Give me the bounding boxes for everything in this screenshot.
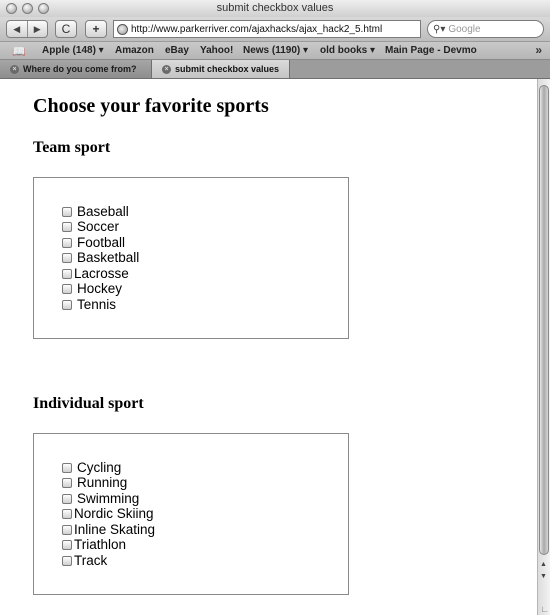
checkbox-lacrosse[interactable] (62, 266, 129, 281)
title-bar (0, 0, 550, 18)
bookmark-main-page-devmo[interactable]: Main Page - Devmo (385, 45, 477, 56)
search-icon[interactable]: ⚲▾ (433, 23, 446, 35)
checkbox-tennis[interactable] (62, 297, 116, 312)
tab-close-icon[interactable]: × (162, 65, 171, 74)
checkbox-basketball[interactable] (62, 250, 139, 265)
checkbox-soccer[interactable] (62, 219, 119, 234)
option-label: Baseball (77, 204, 129, 219)
bookmark-news[interactable]: News (1190) ▾ (243, 45, 309, 56)
checkbox-nordic-skiing[interactable] (62, 506, 154, 521)
team-sport-fieldset (33, 177, 349, 339)
checkbox-football[interactable] (62, 235, 125, 250)
search-placeholder: Google (448, 23, 481, 35)
url-text[interactable]: http://www.parkerriver.com/ajaxhacks/ajax_hack2_5.html (131, 23, 383, 35)
reload-button[interactable]: C (55, 20, 77, 38)
tab-bar (0, 60, 550, 79)
bookmark-old-books[interactable]: old books ▾ (320, 45, 376, 56)
back-button[interactable]: ◀ (13, 23, 21, 34)
nav-buttons (6, 20, 48, 38)
add-bookmark-button[interactable]: + (85, 20, 107, 38)
checkbox-icon[interactable] (62, 238, 72, 248)
address-bar[interactable] (113, 20, 421, 38)
bookmark-apple[interactable]: Apple (148) ▾ (42, 45, 104, 56)
checkbox-icon[interactable] (62, 556, 72, 566)
vertical-scrollbar[interactable] (537, 79, 550, 615)
option-label: Triathlon (74, 537, 127, 552)
page-title: Choose your favorite sports (33, 95, 269, 117)
option-label: Football (77, 235, 126, 250)
tab-label: submit checkbox values (175, 64, 280, 74)
bookmarks-book-icon[interactable]: 📖 (12, 46, 26, 58)
checkbox-baseball[interactable] (62, 204, 129, 219)
bookmark-yahoo[interactable]: Yahoo! (200, 45, 234, 56)
checkbox-icon[interactable] (62, 463, 72, 473)
checkbox-hockey[interactable] (62, 281, 122, 296)
forward-button[interactable]: ▶ (27, 21, 48, 37)
checkbox-icon[interactable] (62, 269, 72, 279)
option-label: Swimming (77, 491, 140, 506)
checkbox-icon[interactable] (62, 494, 72, 504)
checkbox-cycling[interactable] (62, 460, 121, 475)
tab-label: Where do you come from? (23, 64, 137, 74)
checkbox-icon[interactable] (62, 540, 72, 550)
tab-close-icon[interactable]: × (10, 65, 19, 74)
tab-where-do-you-come-from[interactable] (0, 60, 152, 78)
checkbox-icon[interactable] (62, 222, 72, 232)
checkbox-icon[interactable] (62, 300, 72, 310)
team-sport-heading: Team sport (33, 139, 111, 156)
bookmark-amazon[interactable]: Amazon (115, 45, 154, 56)
globe-icon (117, 24, 128, 35)
checkbox-running[interactable] (62, 475, 127, 490)
scroll-down-icon[interactable]: ▼ (540, 573, 547, 580)
checkbox-inline-skating[interactable] (62, 522, 155, 537)
option-label: Running (77, 475, 128, 490)
resize-grip-icon[interactable]: ∟ (540, 604, 549, 614)
individual-sport-fieldset (33, 433, 349, 595)
scroll-up-icon[interactable]: ▲ (540, 561, 547, 568)
option-label: Hockey (77, 281, 123, 296)
bookmarks-overflow-icon[interactable]: » (535, 43, 542, 57)
checkbox-triathlon[interactable] (62, 537, 126, 552)
checkbox-icon[interactable] (62, 284, 72, 294)
option-label: Soccer (77, 219, 120, 234)
scrollbar-thumb[interactable] (539, 85, 549, 555)
option-label: Lacrosse (74, 266, 129, 281)
checkbox-icon[interactable] (62, 525, 72, 535)
option-label: Track (74, 553, 108, 568)
tab-submit-checkbox-values[interactable] (152, 60, 290, 78)
checkbox-icon[interactable] (62, 509, 72, 519)
toolbar (0, 17, 550, 41)
option-label: Cycling (77, 460, 122, 475)
bookmarks-bar (0, 41, 550, 60)
window-title: submit checkbox values (216, 2, 334, 14)
individual-sport-heading: Individual sport (33, 395, 144, 412)
option-label: Tennis (77, 297, 117, 312)
checkbox-swimming[interactable] (62, 491, 139, 506)
search-input[interactable] (427, 20, 544, 38)
option-label: Inline Skating (74, 522, 156, 537)
checkbox-icon[interactable] (62, 207, 72, 217)
option-label: Nordic Skiing (74, 506, 154, 521)
checkbox-icon[interactable] (62, 478, 72, 488)
option-label: Basketball (77, 250, 140, 265)
checkbox-track[interactable] (62, 553, 107, 568)
page-content (0, 79, 537, 615)
bookmark-ebay[interactable]: eBay (165, 45, 189, 56)
checkbox-icon[interactable] (62, 253, 72, 263)
